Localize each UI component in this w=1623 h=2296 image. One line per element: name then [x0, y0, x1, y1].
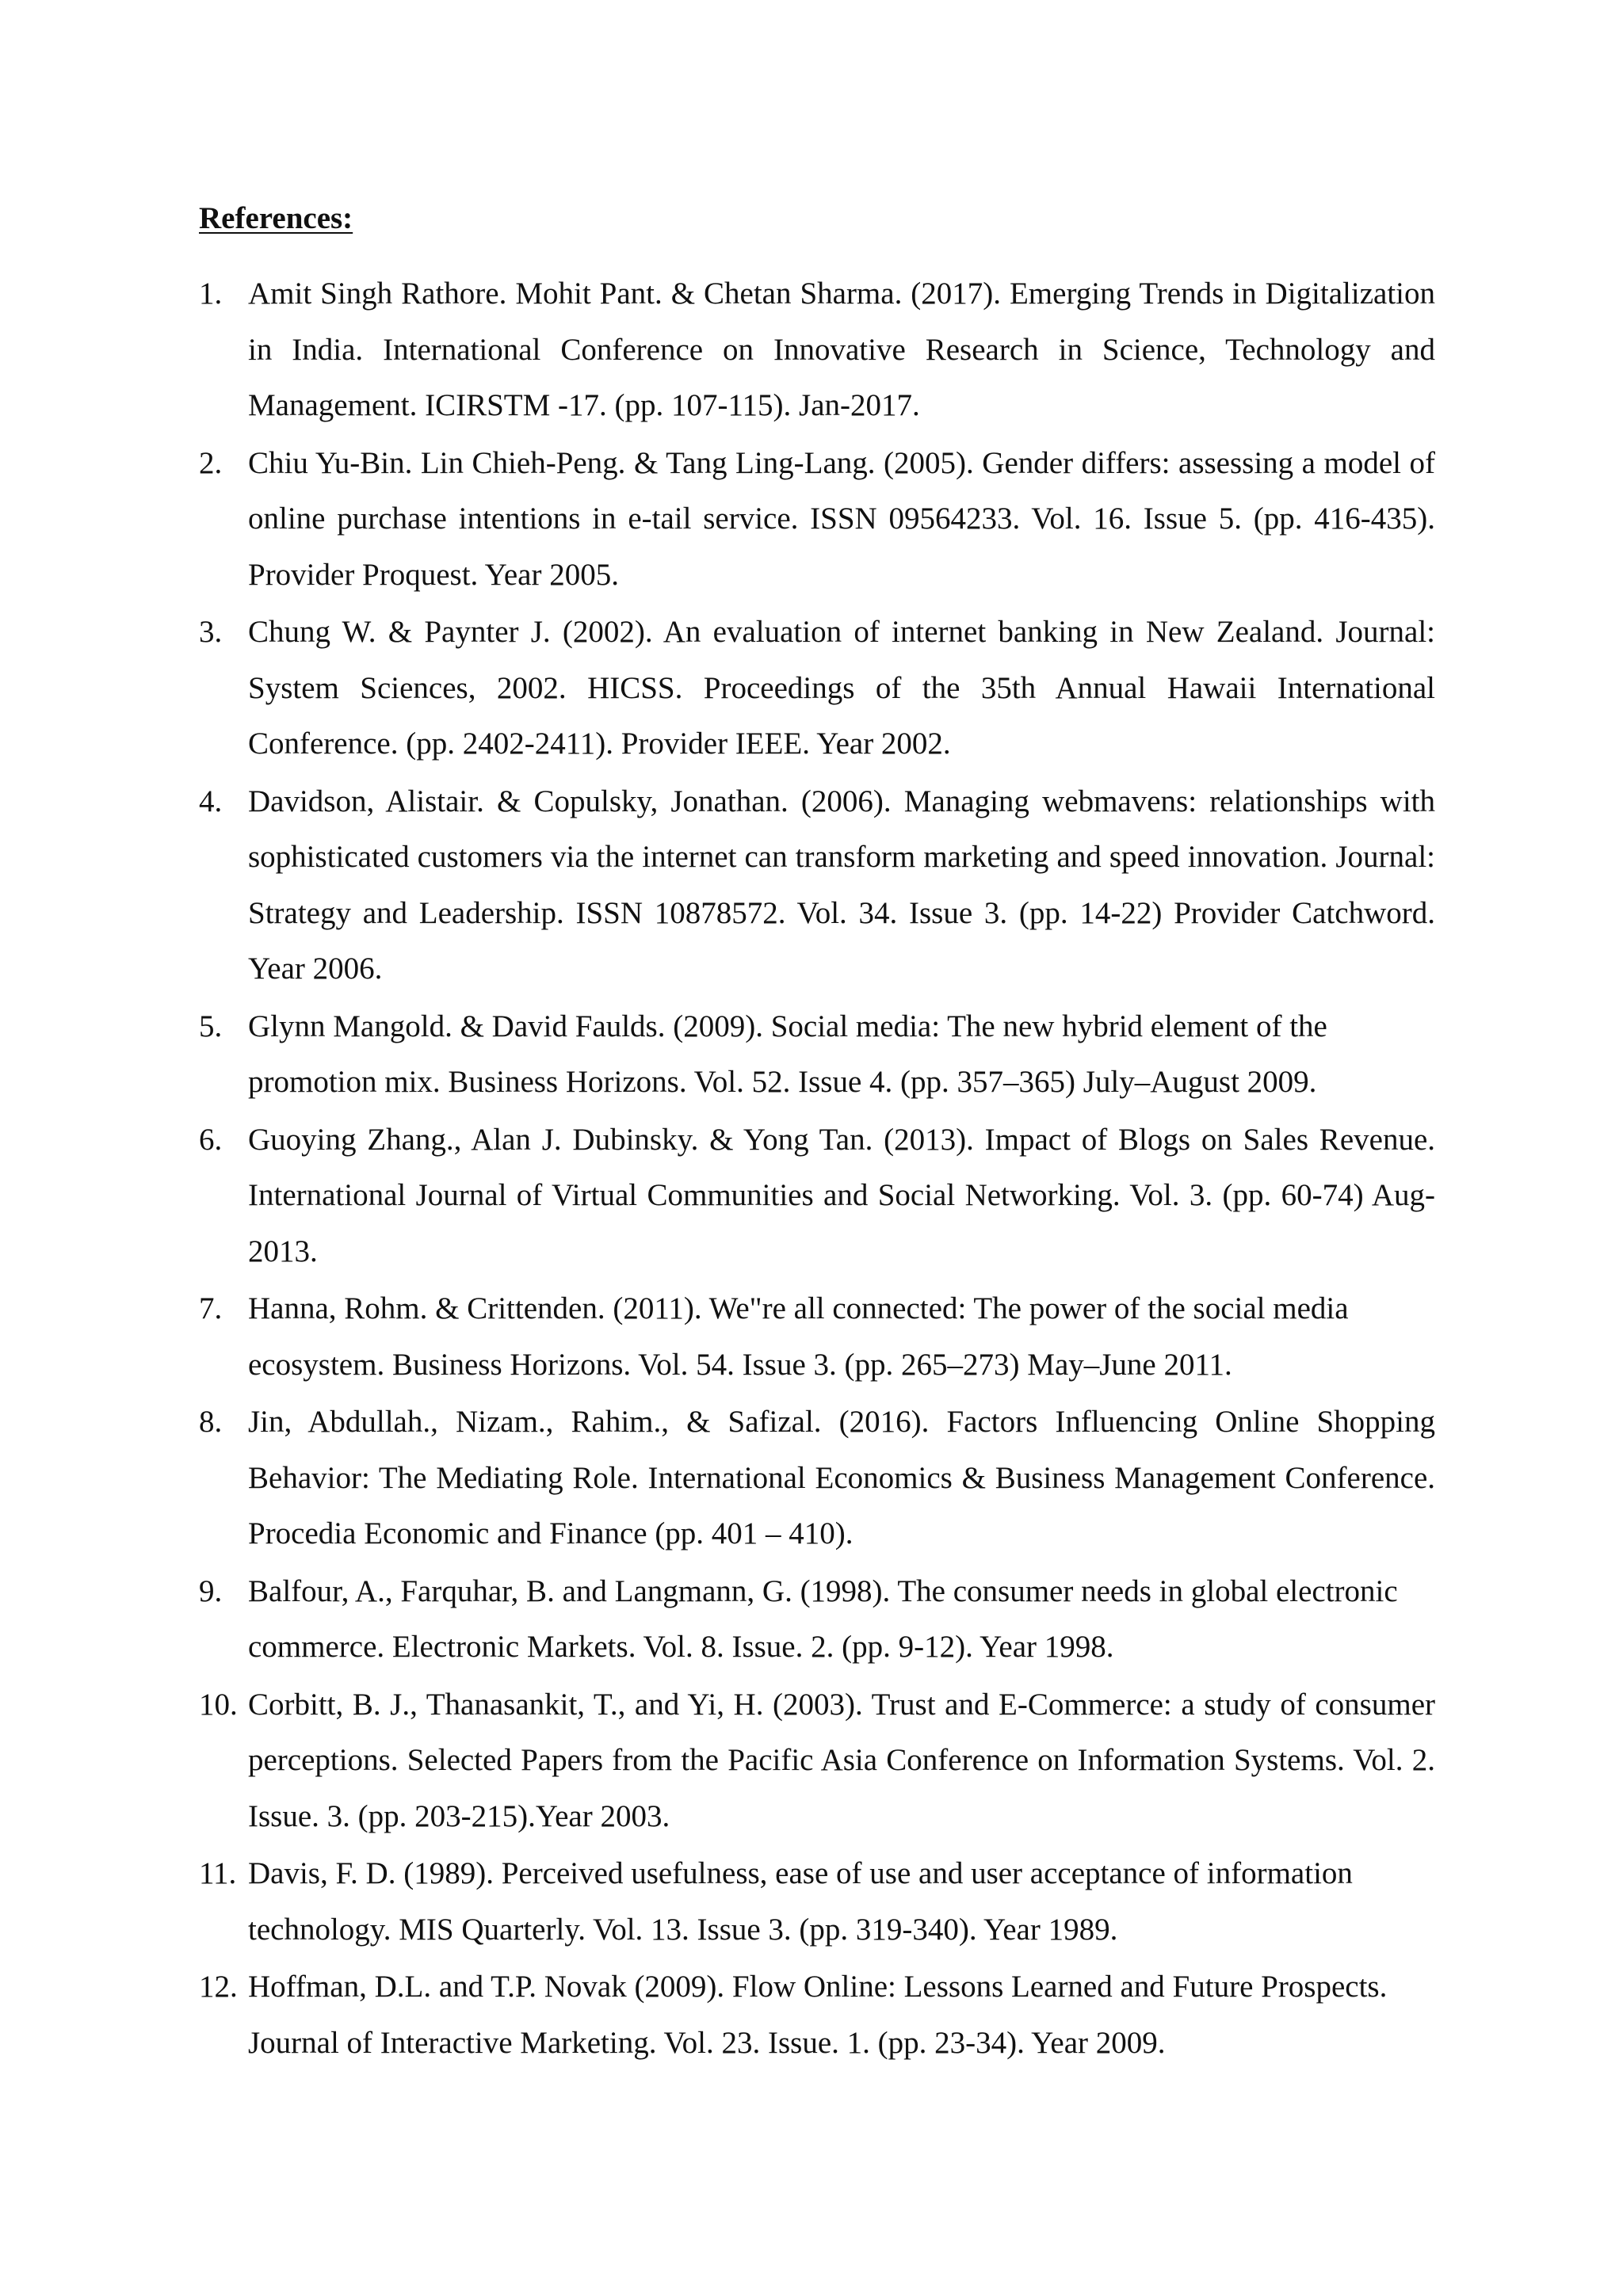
reference-number: 1.	[199, 277, 223, 311]
reference-text: Davis, F. D. (1989). Perceived usefulness, ease of use and user acceptance of information technology. MIS Quarterly. Vol. 13. Issue 3. (pp. 319-340). Year 1989.	[248, 1856, 1353, 1947]
reference-item	[199, 266, 1435, 434]
reference-text: Guoying Zhang., Alan J. Dubinsky. & Yong Tan. (2013). Impact of Blogs on Sales Revenue. International Journal of Virtual Communities and Social Networking. Vol. 3. (pp. 60-74) Aug-2013.	[248, 1122, 1435, 1268]
reference-number: 2.	[199, 445, 223, 480]
reference-item	[199, 1112, 1435, 1280]
reference-item	[199, 1677, 1435, 1845]
reference-text: Chung W. & Paynter J. (2002). An evaluation of internet banking in New Zealand. Journal: System Sciences, 2002. HICSS. Proceedings of the 35th Annual Hawaii International Conference. (pp. 2402-2411). Provider IEEE. Year 2002.	[248, 615, 1435, 761]
reference-number: 6.	[199, 1122, 223, 1157]
reference-text: Balfour, A., Farquhar, B. and Langmann, G. (1998). The consumer needs in global electronic commerce. Electronic Markets. Vol. 8. Issue. 2. (pp. 9-12). Year 1998.	[248, 1573, 1398, 1664]
reference-item	[199, 774, 1435, 997]
reference-item	[199, 605, 1435, 772]
reference-text: Hanna, Rohm. & Crittenden. (2011). We"re all connected: The power of the social media ecosystem. Business Horizons. Vol. 54. Issue 3. (pp. 265–273) May–June 2011.	[248, 1291, 1349, 1382]
reference-number: 8.	[199, 1405, 223, 1439]
reference-item	[199, 1846, 1435, 1958]
reference-text: Chiu Yu-Bin. Lin Chieh-Peng. & Tang Ling-Lang. (2005). Gender differs: assessing a model of online purchase intentions in e-tail service. ISSN 09564233. Vol. 16. Issue 5. (pp. 416-435). Provider Proquest. Year 2005.	[248, 445, 1435, 592]
reference-item	[199, 1564, 1435, 1676]
reference-text: Corbitt, B. J., Thanasankit, T., and Yi, H. (2003). Trust and E-Commerce: a study of consumer perceptions. Selected Papers from the Pacific Asia Conference on Information Systems. Vol. 2. Issue. 3. (pp. 203-215).Year 2003.	[248, 1687, 1435, 1833]
reference-number: 4.	[199, 784, 223, 818]
reference-item	[199, 436, 1435, 604]
reference-list	[199, 266, 1435, 2073]
reference-item	[199, 999, 1435, 1111]
reference-text: Davidson, Alistair. & Copulsky, Jonathan. (2006). Managing webmavens: relationships with sophisticated customers via the internet can transform marketing and speed innovation. Journal: Strategy and Leadership. ISSN 10878572. Vol. 34. Issue 3. (pp. 14-22) Provider Catchword. Year 2006.	[248, 784, 1435, 986]
reference-text: Jin, Abdullah., Nizam., Rahim., & Safizal. (2016). Factors Influencing Online Shopping Behavior: The Mediating Role. International Economics & Business Management Conference. Procedia Economic and Finance (pp. 401 – 410).	[248, 1405, 1435, 1550]
reference-text: Hoffman, D.L. and T.P. Novak (2009). Flow Online: Lessons Learned and Future Prospects. Journal of Interactive Marketing. Vol. 23. Issue. 1. (pp. 23-34). Year 2009.	[248, 1970, 1388, 2060]
reference-number: 11.	[199, 1856, 237, 1890]
reference-number: 3.	[199, 615, 223, 649]
reference-number: 9.	[199, 1573, 223, 1608]
reference-item	[199, 1394, 1435, 1562]
reference-text: Glynn Mangold. & David Faulds. (2009). Social media: The new hybrid element of the promotion mix. Business Horizons. Vol. 52. Issue 4. (pp. 357–365) July–August 2009.	[248, 1009, 1327, 1099]
reference-text: Amit Singh Rathore. Mohit Pant. & Chetan Sharma. (2017). Emerging Trends in Digitalization in India. International Conference on Innovative Research in Science, Technology and Management. ICIRSTM -17. (pp. 107-115). Jan-2017.	[248, 277, 1435, 422]
references-heading: References:	[199, 201, 353, 235]
reference-number: 7.	[199, 1291, 223, 1325]
reference-number: 10.	[199, 1687, 238, 1722]
reference-item	[199, 1281, 1435, 1393]
reference-item	[199, 1959, 1435, 2071]
reference-number: 5.	[199, 1009, 223, 1043]
reference-number: 12.	[199, 1970, 238, 2004]
